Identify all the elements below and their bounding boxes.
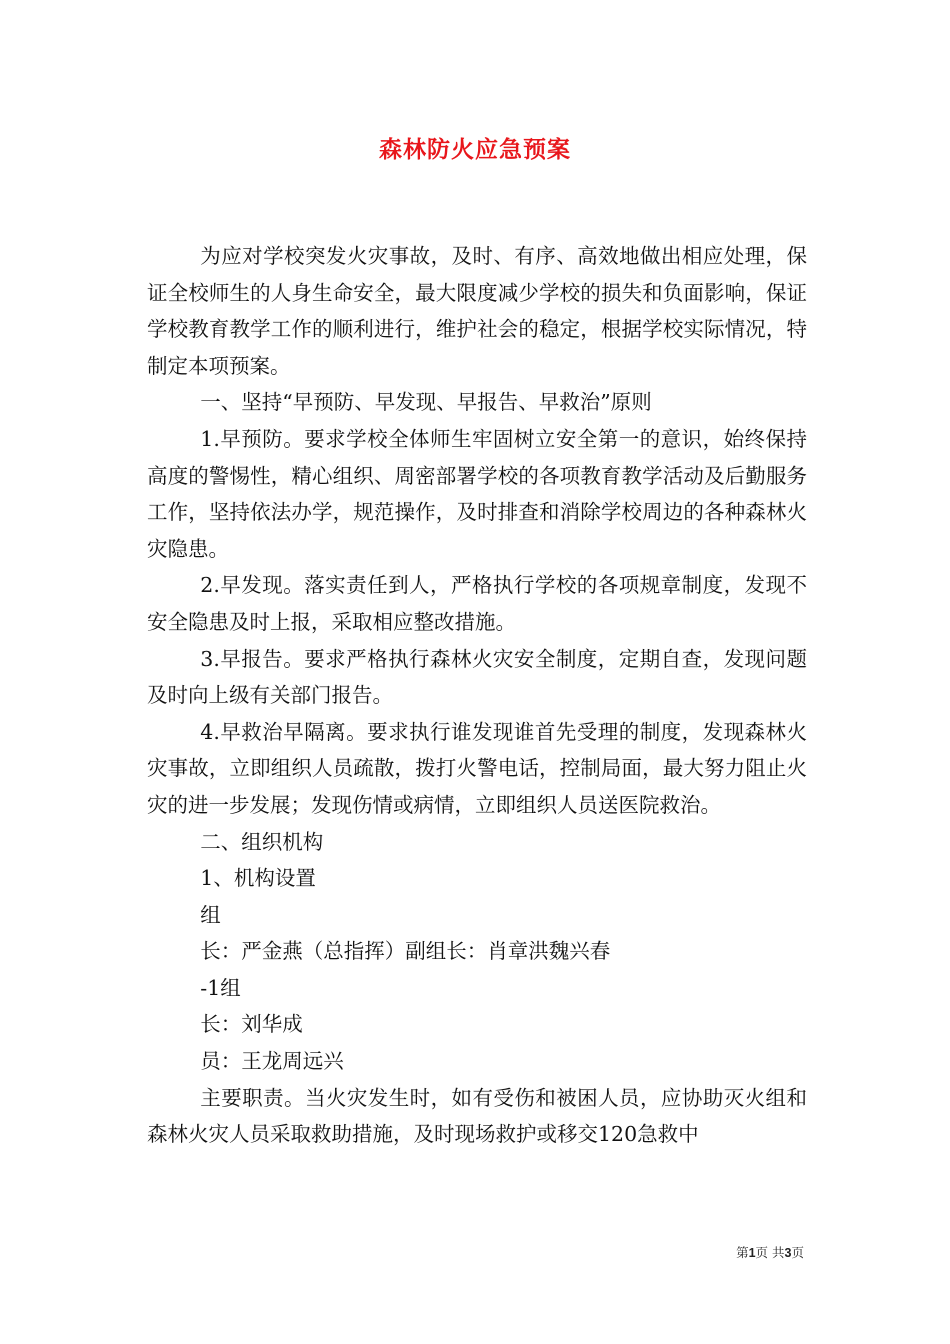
page-footer	[736, 1244, 804, 1262]
heading-organization: 二、组织机构	[200, 829, 324, 854]
footer-middle: 页 共	[755, 1245, 785, 1260]
line-group: 组	[200, 902, 221, 927]
paragraph-early-detection: 2.早发现。落实责任到人，严格执行学校的各项规章制度，发现不安全隐患及时上报，采取相应整改措施。	[147, 573, 807, 634]
paragraph-early-report: 3.早报告。要求严格执行森林火灾安全制度，定期自查，发现问题及时向上级有关部门报告。	[147, 646, 807, 708]
heading-structure: 1、机构设置	[200, 866, 316, 891]
paragraph-duties: 主要职责。当火灾发生时，如有受伤和被困人员，应协助灭火组和森林火灾人员采取救助措施，及时现场救护或移交120急救中	[147, 1085, 807, 1147]
document-title: 森林防火应急预案	[379, 136, 571, 163]
document-body	[147, 238, 807, 1153]
line-group-1-leader: 长：刘华成	[200, 1012, 303, 1037]
footer-prefix: 第	[736, 1245, 749, 1260]
paragraph-intro: 为应对学校突发火灾事故，及时、有序、高效地做出相应处理，保证全校师生的人身生命安全，最大限度减少学校的损失和负面影响，保证学校教育教学工作的顺利进行，维护社会的稳定，根据学校实际情况，特制定本项预案。	[147, 244, 807, 378]
paragraph-early-prevention: 1.早预防。要求学校全体师生牢固树立安全第一的意识，始终保持高度的警惕性，精心组织、周密部署学校的各项教育教学活动及后勤服务工作，坚持依法办学，规范操作，及时排查和消除学校周边的各种森林火灾隐患。	[147, 426, 807, 561]
line-group-1: -1组	[200, 975, 241, 1000]
heading-principle: 一、坚持“早预防、早发现、早报告、早救治”原则	[200, 390, 652, 415]
line-group-1-members: 员：王龙周远兴	[200, 1049, 344, 1074]
footer-total-pages: 3	[784, 1246, 792, 1260]
paragraph-early-treatment: 4.早救治早隔离。要求执行谁发现谁首先受理的制度，发现森林火灾事故，立即组织人员疏散，拨打火警电话，控制局面，最大努力阻止火灾的进一步发展；发现伤情或病情，立即组织人员送医院救治。	[147, 719, 807, 817]
footer-page-number: 1	[748, 1246, 756, 1260]
line-leader: 长：严金燕（总指挥）副组长：肖章洪魏兴春	[200, 939, 611, 964]
footer-suffix: 页	[791, 1245, 804, 1260]
